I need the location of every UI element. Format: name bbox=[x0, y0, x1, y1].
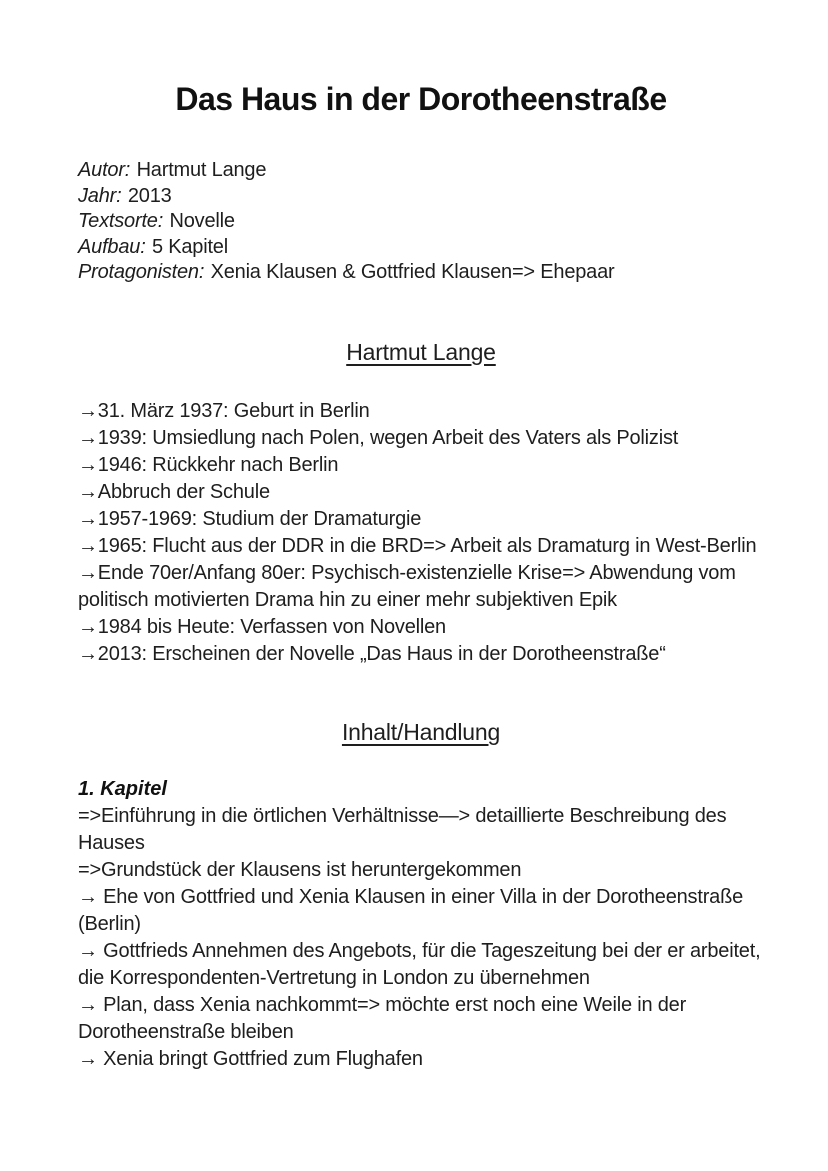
meta-value: Xenia Klausen & Gottfried Klausen=> Ehepaar bbox=[210, 261, 615, 283]
list-item: → Ehe von Gottfried und Xenia Klausen in einer Villa in der Dorotheenstraße (Berlin) bbox=[78, 885, 744, 935]
meta-line-protagonisten bbox=[78, 260, 764, 286]
section-heading-author: Hartmut Lange bbox=[346, 338, 496, 365]
meta-label: Autor: bbox=[78, 159, 131, 181]
chapter-content-list bbox=[78, 803, 764, 1073]
meta-line-jahr bbox=[78, 184, 764, 210]
meta-line-aufbau bbox=[78, 235, 764, 261]
list-item: =>Einführung in die örtlichen Verhältnisse—> detaillierte Beschreibung des Hauses bbox=[78, 804, 727, 854]
meta-line-autor bbox=[78, 158, 764, 184]
meta-value: 5 Kapitel bbox=[151, 235, 228, 258]
list-item: → Gottfrieds Annehmen des Angebots, für die Tageszeitung bei der er arbeitet, die Korrespondenten-Vertretung in London zu übernehmen bbox=[78, 939, 761, 989]
list-item: →1957-1969: Studium der Dramaturgie bbox=[78, 507, 422, 530]
section-heading-content: Inhalt/Handlung bbox=[341, 718, 501, 745]
meta-label: Protagonisten: bbox=[78, 261, 205, 283]
list-item: →31. März 1937: Geburt in Berlin bbox=[78, 399, 370, 422]
meta-label: Aufbau: bbox=[78, 235, 146, 258]
list-item: → Xenia bringt Gottfried zum Flughafen bbox=[78, 1047, 423, 1070]
list-item: →1939: Umsiedlung nach Polen, wegen Arbeit des Vaters als Polizist bbox=[78, 426, 679, 449]
meta-value: Hartmut Lange bbox=[136, 159, 267, 181]
list-item: →1984 bis Heute: Verfassen von Novellen bbox=[78, 615, 446, 638]
meta-label: Textsorte: bbox=[78, 210, 164, 232]
meta-label: Jahr: bbox=[78, 184, 122, 207]
list-item: →Abbruch der Schule bbox=[78, 480, 270, 503]
meta-value: 2013 bbox=[127, 184, 172, 207]
document-title: Das Haus in der Dorotheenstraße bbox=[175, 81, 667, 117]
list-item: →1965: Flucht aus der DDR in die BRD=> Arbeit als Dramaturg in West-Berlin bbox=[78, 534, 757, 557]
meta-block bbox=[78, 158, 764, 286]
list-item: →Ende 70er/Anfang 80er: Psychisch-existenzielle Krise=> Abwendung vom politisch motivierten Drama hin zu einer mehr subjektiven Epik bbox=[78, 561, 736, 611]
list-item: →1946: Rückkehr nach Berlin bbox=[78, 453, 339, 476]
meta-line-textsorte bbox=[78, 209, 764, 235]
chapter-subheading: 1. Kapitel bbox=[78, 777, 167, 800]
list-item: → Plan, dass Xenia nachkommt=> möchte erst noch eine Weile in der Dorotheenstraße bleiben bbox=[78, 993, 687, 1043]
list-item: =>Grundstück der Klausens ist heruntergekommen bbox=[78, 858, 522, 881]
list-item: →2013: Erscheinen der Novelle „Das Haus in der Dorotheenstraße“ bbox=[78, 642, 666, 665]
author-biography-list bbox=[78, 398, 764, 668]
meta-value: Novelle bbox=[169, 210, 235, 232]
